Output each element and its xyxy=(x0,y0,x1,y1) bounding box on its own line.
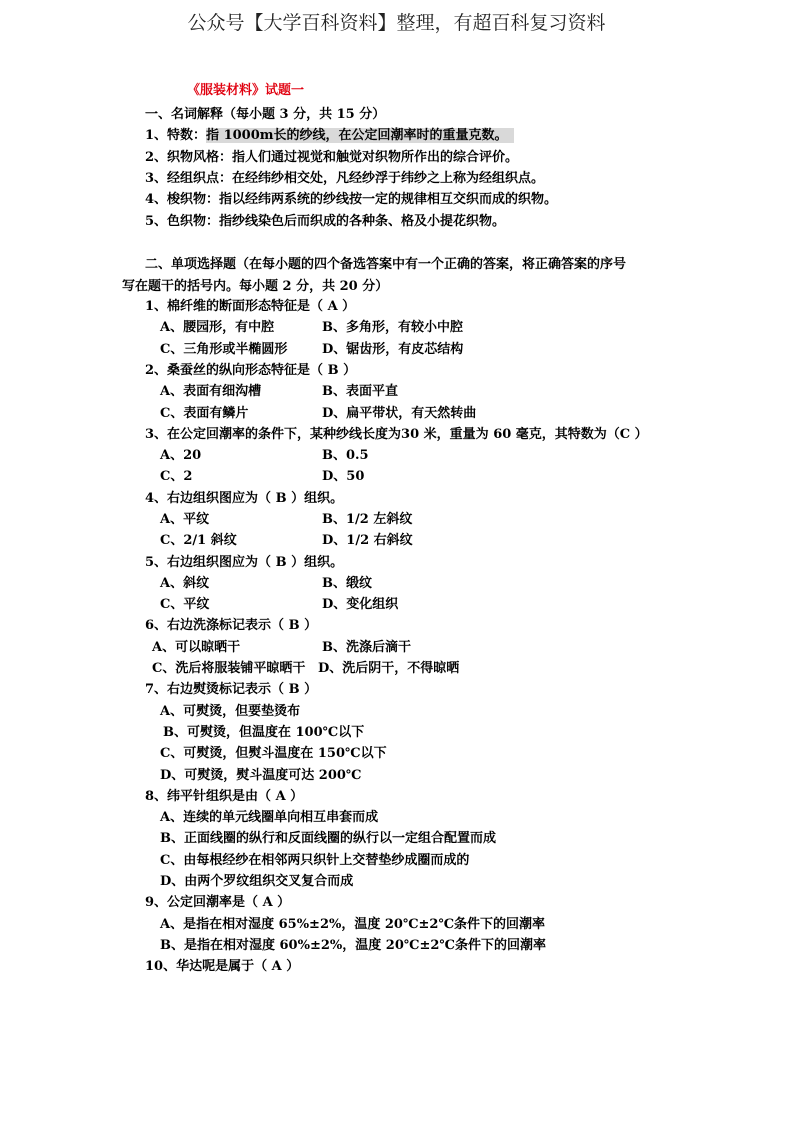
question-stem: 2、桑蚕丝的纵向形态特征是（ B ） xyxy=(145,363,357,378)
option: C、由每根经纱在相邻两只织针上交替垫纱成圈而成的 xyxy=(160,853,470,868)
option: A、连续的单元线圈单向相互串套而成 xyxy=(160,810,379,825)
question-stem: 5、右边组织图应为（ B ）组织。 xyxy=(145,555,344,570)
term: 2、织物风格： xyxy=(145,150,233,165)
option-b: B、表面平直 xyxy=(322,384,398,399)
question-stem: 4、右边组织图应为（ B ）组织。 xyxy=(145,491,344,506)
definition: 在经纬纱相交处，凡经纱浮于纬纱之上称为经组织点。 xyxy=(232,171,545,186)
option-c: C、平纹 xyxy=(160,597,210,612)
option-c: C、2 xyxy=(160,469,193,484)
option-d: D、1/2 右斜纹 xyxy=(322,533,413,548)
definition-item xyxy=(145,191,557,208)
option-b: B、1/2 左斜纹 xyxy=(322,512,413,527)
section2-heading: 二、单项选择题（在每小题的四个备选答案中有一个正确的答案，将正确答案的序号 xyxy=(145,257,627,272)
option-a: A、表面有细沟槽 xyxy=(160,384,262,399)
option-b: B、0.5 xyxy=(322,448,369,463)
term: 5、色织物： xyxy=(145,214,220,229)
option-c: C、洗后将服装铺平晾晒干 xyxy=(152,661,306,676)
question-stem: 9、公定回潮率是（ A ） xyxy=(145,895,291,910)
section1-heading: 一、名词解释（每小题 3 分，共 15 分） xyxy=(145,107,386,122)
term: 4、梭织物： xyxy=(145,192,220,207)
option: B、可熨烫，但温度在 100℃以下 xyxy=(163,725,365,740)
option-c: C、2/1 斜纹 xyxy=(160,533,237,548)
question-stem: 7、右边熨烫标记表示（ B ） xyxy=(145,682,318,697)
option-c: C、表面有鳞片 xyxy=(160,406,249,421)
definition: 指以经纬两系统的纱线按一定的规律相互交织而成的织物。 xyxy=(219,192,558,207)
definition-item xyxy=(145,170,544,187)
option-a: A、腰园形，有中腔 xyxy=(160,320,275,335)
option: B、是指在相对湿度 60%±2%，温度 20℃±2℃条件下的回潮率 xyxy=(160,938,546,953)
section2-heading-cont: 写在题干的括号内。每小题 2 分，共 20 分） xyxy=(122,279,389,294)
question-stem: 8、纬平针组织是由（ A ） xyxy=(145,789,304,804)
definition-item xyxy=(145,213,505,230)
option: A、是指在相对湿度 65%±2%，温度 20℃±2℃条件下的回潮率 xyxy=(160,917,546,932)
option-a: A、斜纹 xyxy=(160,576,210,591)
definition-item xyxy=(145,149,518,166)
option-d: D、洗后阴干，不得晾晒 xyxy=(318,661,460,676)
option-d: D、扁平带状，有天然转曲 xyxy=(322,406,477,421)
option-b: B、洗涤后滴干 xyxy=(322,640,411,655)
definition: 指人们通过视觉和触觉对织物所作出的综合评价。 xyxy=(232,150,519,165)
question-stem: 3、在公定回潮率的条件下，某种纱线长度为30 米，重量为 60 毫克，其特数为（C ） xyxy=(145,427,648,442)
option-b: B、缎纹 xyxy=(322,576,372,591)
option-d: D、50 xyxy=(322,469,365,484)
option-a: A、平纹 xyxy=(160,512,210,527)
definition-highlighted: 指 1000m长的纱线，在公定回潮率时的重量克数。 xyxy=(206,128,513,143)
option-c: C、三角形或半椭圆形 xyxy=(160,342,288,357)
option-a: A、可以晾晒干 xyxy=(152,640,241,655)
term: 3、经组织点： xyxy=(145,171,233,186)
option-d: D、锯齿形，有皮芯结构 xyxy=(322,342,464,357)
option-a: A、20 xyxy=(160,448,202,463)
definition-item xyxy=(145,127,514,144)
question-stem: 10、华达呢是属于（ A ） xyxy=(145,959,300,974)
option: A、可熨烫，但要垫烫布 xyxy=(160,704,301,719)
document-title: 《服装材料》试题一 xyxy=(187,83,305,98)
definition: 指纱线染色后而织成的各种条、格及小提花织物。 xyxy=(219,214,506,229)
question-stem: 6、右边洗涤标记表示（ B ） xyxy=(145,618,318,633)
option-b: B、多角形，有较小中腔 xyxy=(322,320,463,335)
option-d: D、变化组织 xyxy=(322,597,399,612)
option: D、可熨烫，熨斗温度可达 200℃ xyxy=(160,768,362,783)
option: D、由两个罗纹组织交叉复合而成 xyxy=(160,874,354,889)
option: B、正面线圈的纵行和反面线圈的纵行以一定组合配置而成 xyxy=(160,831,496,846)
page-banner: 公众号【大学百科资料】整理，有超百科复习资料 xyxy=(187,12,606,34)
term: 1、特数： xyxy=(145,128,207,143)
question-stem: 1、棉纤维的断面形态特征是（ A ） xyxy=(145,299,356,314)
option: C、可熨烫，但熨斗温度在 150℃以下 xyxy=(160,746,387,761)
